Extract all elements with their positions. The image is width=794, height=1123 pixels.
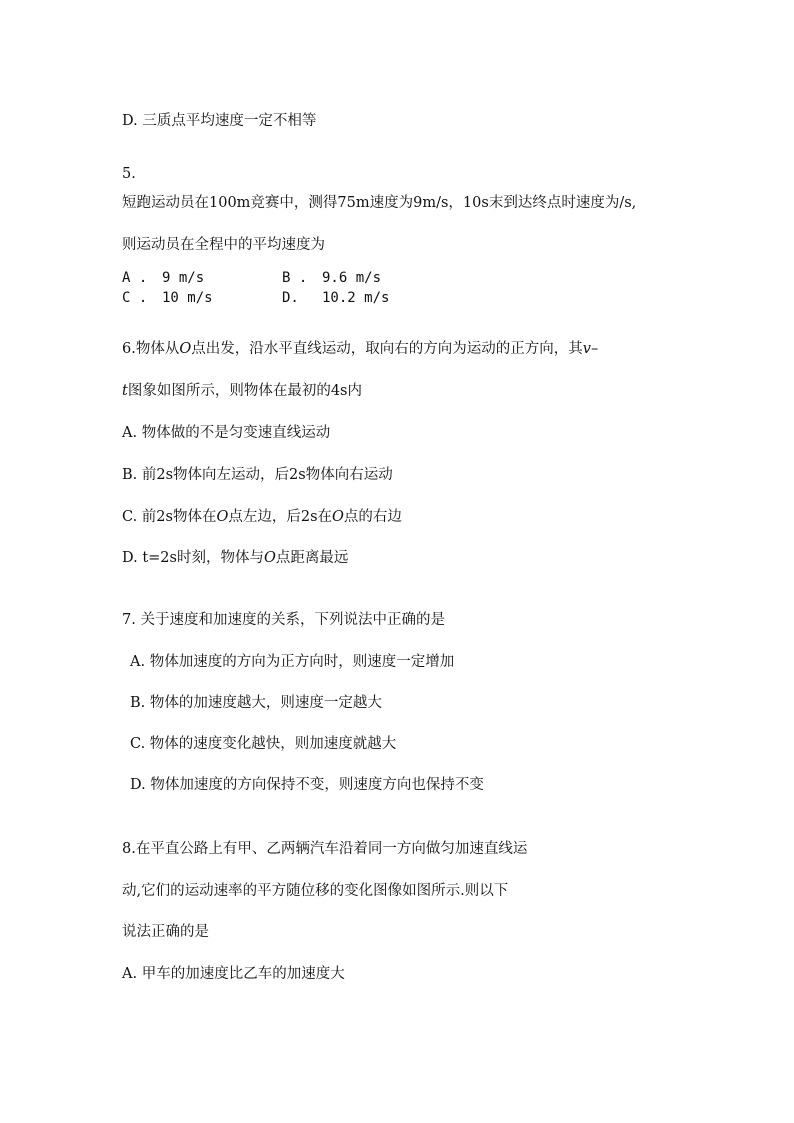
q5-stem-line1: 短跑运动员在100m竞赛中，测得75m速度为9m/s，10s末到达终点时速度为/s, xyxy=(122,195,637,211)
q5-stem-line2: 则运动员在全程中的平均速度为 xyxy=(122,237,325,253)
q6-option-b: B. 前2s物体向左运动，后2s物体向右运动 xyxy=(122,467,393,483)
q8-stem-line3: 说法正确的是 xyxy=(122,924,209,940)
q5-option-b: B . 9.6 m/s xyxy=(282,270,382,286)
q5-option-c: C . 10 m/s xyxy=(122,290,213,306)
q7-option-a: A. 物体加速度的方向为正方向时，则速度一定增加 xyxy=(130,654,455,670)
q4-option-d: D. 三质点平均速度一定不相等 xyxy=(122,113,317,129)
q5-option-d: D. 10.2 m/s xyxy=(282,290,390,306)
q6-option-a: A. 物体做的不是匀变速直线运动 xyxy=(122,425,331,441)
q5-option-a: A . 9 m/s xyxy=(122,270,205,286)
q7-option-c: C. 物体的速度变化越快，则加速度就越大 xyxy=(130,736,397,752)
q7-stem: 7. 关于速度和加速度的关系，下列说法中正确的是 xyxy=(122,612,445,628)
q8-option-a: A. 甲车的加速度比乙车的加速度大 xyxy=(122,966,345,982)
q8-stem-line2: 动,它们的运动速率的平方随位移的变化图像如图所示.则以下 xyxy=(122,883,509,899)
q7-option-d: D. 物体加速度的方向保持不变，则速度方向也保持不变 xyxy=(130,777,484,793)
q5-options xyxy=(122,268,442,308)
q6-option-c: C. 前2s物体在O点左边，后2s在O点的右边 xyxy=(122,509,402,525)
q6-stem-line1: 6.物体从O点出发，沿水平直线运动，取向右的方向为运动的正方向，其v– xyxy=(122,341,599,357)
q5-number: 5. xyxy=(122,166,136,182)
q7-option-b: B. 物体的加速度越大，则速度一定越大 xyxy=(130,695,382,711)
q6-stem-line2: t图象如图所示，则物体在最初的4s内 xyxy=(122,383,362,399)
q6-option-d: D. t=2s时刻，物体与O点距离最远 xyxy=(122,550,349,566)
q8-stem-line1: 8.在平直公路上有甲、乙两辆汽车沿着同一方向做匀加速直线运 xyxy=(122,841,528,857)
